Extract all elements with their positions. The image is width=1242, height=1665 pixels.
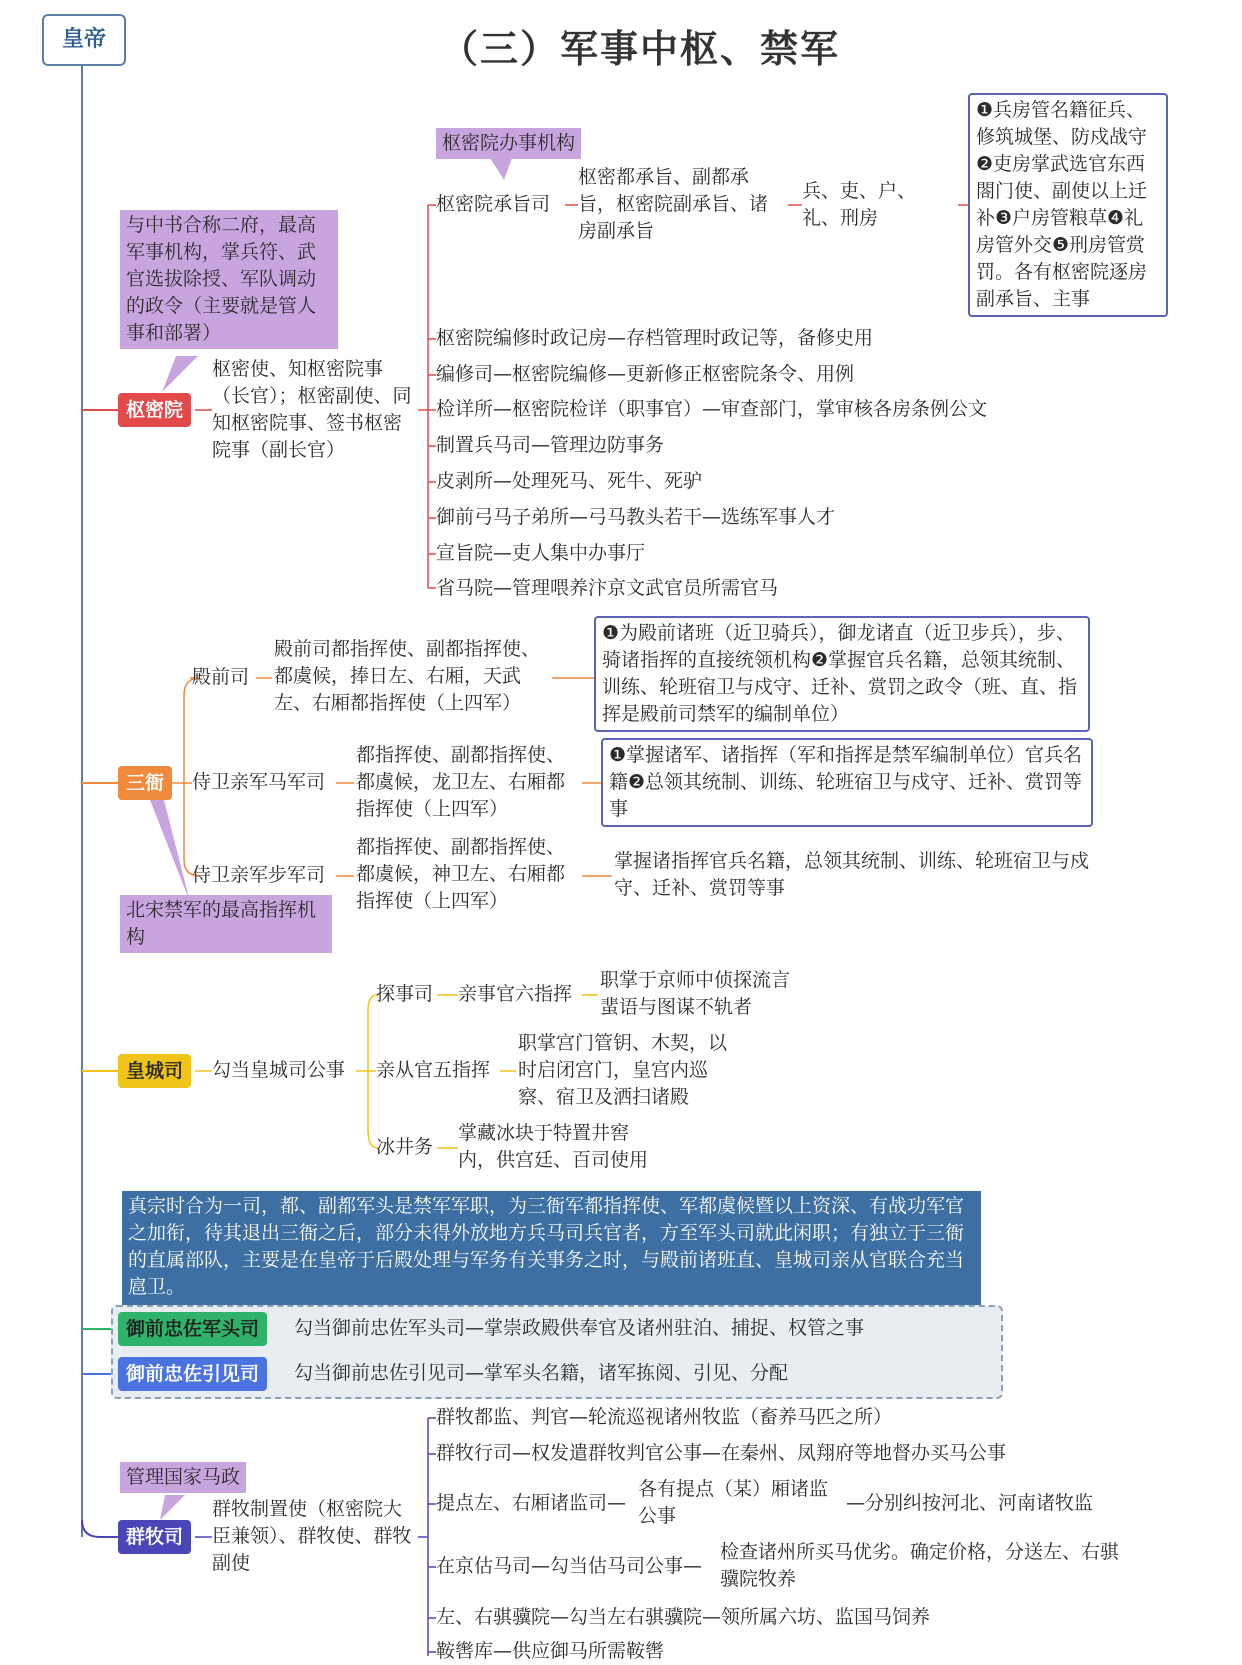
dianqian-officials: 殿前司都指挥使、副都指挥使、都虞候，捧日左、右厢，天武左、右厢都指挥使（上四军）: [274, 638, 541, 714]
tanshi-unit: 亲事官六指挥: [458, 983, 573, 1005]
tanshi-node[interactable]: 探事司: [376, 983, 434, 1005]
qunmu-callout: 管理国家马政: [120, 1462, 246, 1493]
tidian-end: —分别纠按河北、河南诸牧监: [846, 1492, 1094, 1514]
guma-node: 在京估马司—勾当估马司公事—: [436, 1555, 703, 1577]
emperor-root-node[interactable]: 皇帝: [42, 14, 126, 66]
dianqian-node[interactable]: 殿前司: [192, 666, 250, 688]
shumi-callout: 与中书合称二府，最高军事机构，掌兵符、武官选拔除授、军队调动的政令（主要就是管人事和部署）: [120, 210, 338, 349]
huangcheng-official: 勾当皇城司公事: [212, 1059, 346, 1081]
shumi-item: 枢密院编修时政记房—存档管理时政记等，备修史用: [436, 327, 874, 349]
bubing-officials: 都指挥使、副都指挥使、都虞候，神卫左、右厢都指挥使（上四军）: [356, 836, 566, 912]
qincong-duty: 职掌宫门管钥、木契，以时启闭宫门，皇宫内巡察、宿卫及洒扫诸殿: [518, 1032, 728, 1108]
qunmu-officials: 群牧制置使（枢密院大臣兼领）、群牧使、群牧副使: [212, 1498, 412, 1574]
shumi-item: 皮剥所—处理死马、死牛、死驴: [436, 470, 703, 492]
qunmu-item: 群牧都监、判官—轮流巡视诸州牧监（畜养马匹之所）: [436, 1406, 893, 1428]
shumi-item: 御前弓马子弟所—弓马教头若干—选练军事人才: [436, 506, 836, 528]
shumi-item: 编修司—枢密院编修—更新修正枢密院条令、用例: [436, 363, 855, 385]
qincong-node[interactable]: 亲从官五指挥: [376, 1059, 491, 1081]
bingjing-duty: 掌藏冰块于特置井窖内，供宫廷、百司使用: [458, 1122, 649, 1171]
tidian-mid: 各有提点（某）厢诸监公事: [638, 1478, 829, 1527]
rooms-node: 兵、吏、户、礼、刑房: [802, 180, 917, 229]
rooms-detail-box: ❶兵房管名籍征兵、修筑城堡、防戍战守❷吏房掌武选官东西閤门使、副使以上迁补❸户房管粮草❹礼房管外交❺刑房管赏罚。各有枢密院逐房副承旨、主事: [968, 93, 1168, 317]
qiji-item: 左、右骐骥院—勾当左右骐骥院—领所属六坊、监国马饲养: [436, 1606, 931, 1628]
mabing-officials: 都指挥使、副都指挥使、都虞候，龙卫左、右厢都指挥使（上四军）: [356, 744, 566, 820]
chengzhi-officials: 枢密都承旨、副都承旨，枢密院副承旨、诸房副承旨: [578, 166, 769, 242]
bubing-duty: 掌握诸指挥官兵名籍，总领其统制、训练、轮班宿卫与戍守、迁补、赏罚等事: [614, 850, 1090, 899]
shumi-officials: 枢密使、知枢密院事（长官）；枢密副使、同知枢密院事、签书枢密院事（副长官）: [212, 358, 412, 461]
bubing-node[interactable]: 侍卫亲军步军司: [192, 864, 326, 886]
qunmu-item: 群牧行司—权发遣群牧判官公事—在秦州、凤翔府等地督办买马公事: [436, 1442, 1007, 1464]
sanya-badge[interactable]: 三衙: [118, 766, 172, 800]
junshou-badge[interactable]: 御前忠佐军头司: [118, 1312, 267, 1346]
shumi-item: 宣旨院—吏人集中办事厅: [436, 542, 646, 564]
yinjian-badge[interactable]: 御前忠佐引见司: [118, 1357, 267, 1391]
shumi-item: 省马院—管理喂养汴京文武官员所需官马: [436, 577, 779, 599]
page-title: （三）军事中枢、禁军: [440, 27, 841, 71]
guma-end: 检查诸州所买马优劣。确定价格，分送左、右骐骥院牧养: [720, 1541, 1120, 1590]
tidian-node: 提点左、右厢诸监司—: [436, 1492, 627, 1514]
shumi-item: 制置兵马司—管理边防事务: [436, 434, 665, 456]
huangcheng-badge[interactable]: 皇城司: [118, 1054, 191, 1088]
junshou-note: 真宗时合为一司，都、副都军头是禁军军职，为三衙军都指挥使、军都虞候暨以上资深、有战功军官之加衔，待其退出三衙之后，部分未得外放地方兵马司兵官者，方至军头司就此闲职；有独立于三衙的直属部队，主要是在皇帝于后殿处理与军务有关事务之时，与殿前诸班直、皇城司亲从官联合充当扈卫。: [122, 1191, 981, 1305]
anchan-item: 鞍辔库—供应御马所需鞍辔: [436, 1640, 665, 1662]
mabing-node[interactable]: 侍卫亲军马军司: [192, 771, 326, 793]
shumi-office-tag: 枢密院办事机构: [436, 128, 581, 159]
tanshi-duty: 职掌于京师中侦探流言蜚语与图谋不轨者: [600, 969, 791, 1018]
junshou-line: 勾当御前忠佐军头司—掌崇政殿供奉官及诸州驻泊、捕捉、权管之事: [294, 1317, 865, 1339]
shumi-item: 检详所—枢密院检详（职事官）—审查部门，掌审核各房条例公文: [436, 398, 988, 420]
sanya-callout: 北宋禁军的最高指挥机构: [120, 895, 332, 953]
dianqian-duty-box: ❶为殿前诸班（近卫骑兵），御龙诸直（近卫步兵），步、骑诸指挥的直接统领机构❷掌握官兵名籍，总领其统制、训练、轮班宿卫与戍守、迁补、赏罚之政令（班、直、指挥是殿前司禁军的编制单位）: [594, 616, 1090, 732]
qunmu-badge[interactable]: 群牧司: [118, 1520, 191, 1554]
bingjing-node[interactable]: 冰井务: [376, 1136, 434, 1158]
shumi-badge[interactable]: 枢密院: [118, 393, 191, 427]
chengzhi-node[interactable]: 枢密院承旨司: [436, 193, 551, 215]
mabing-duty-box: ❶掌握诸军、诸指挥（军和指挥是禁军编制单位）官兵名籍❷总领其统制、训练、轮班宿卫与戍守、迁补、赏罚等事: [601, 738, 1093, 827]
yinjian-line: 勾当御前忠佐引见司—掌军头名籍，诸军拣阅、引见、分配: [294, 1362, 789, 1384]
